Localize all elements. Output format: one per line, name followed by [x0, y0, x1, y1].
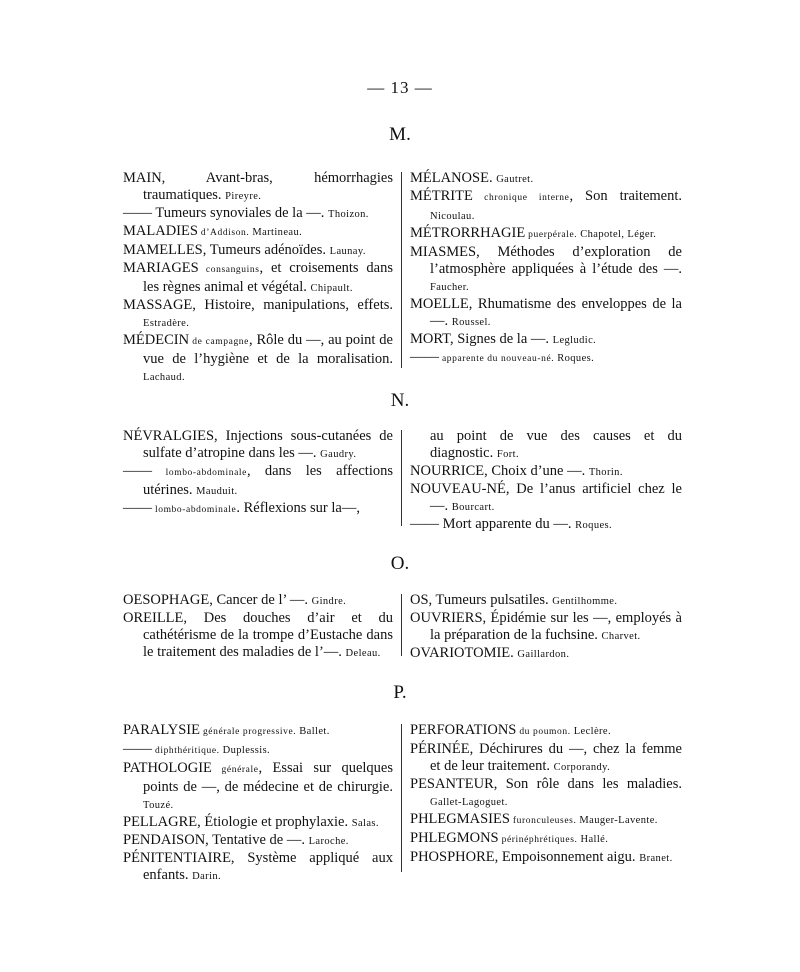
entry-qualifier: consanguins — [198, 265, 260, 275]
entry-author: Chapotel, Léger. — [580, 229, 657, 240]
entry-qualifier: puerpérale. — [525, 230, 581, 240]
entry-heading: MAIN — [123, 170, 162, 186]
index-entry — [123, 592, 393, 610]
entry-text: , dans les affections utérines. — [143, 463, 393, 498]
entry-author: Gallet-Lagoguet. — [430, 797, 508, 808]
index-entry — [410, 428, 682, 463]
column-divider — [401, 172, 402, 368]
index-entry — [410, 349, 682, 368]
entry-heading: —— — [410, 516, 439, 532]
entry-author: Launay. — [329, 246, 366, 257]
index-entry — [410, 225, 682, 244]
entry-text: , Rhumatisme des enveloppes de la —. — [430, 296, 682, 329]
entry-qualifier: lombo-abdominale — [152, 505, 237, 515]
entry-text: , Son rôle dans les maladies. — [493, 776, 682, 792]
entry-text: , Tentative de —. — [205, 832, 309, 848]
entry-text: , Déchirures du —, chez la femme et de leur traitement. — [430, 741, 682, 774]
entry-heading: PARALYSIE — [123, 722, 200, 738]
entry-text: , Système appliqué aux enfants. — [143, 850, 393, 883]
entry-author: Branet. — [639, 853, 673, 864]
entry-author: Legludic. — [552, 335, 597, 346]
entry-heading: NOURRICE — [410, 463, 485, 479]
entry-qualifier: périnéphrétiques. — [498, 835, 581, 845]
index-entry — [123, 463, 393, 500]
entry-text: , et croisements dans les règnes animal et végétal. — [143, 260, 393, 295]
entry-text: Tumeurs synoviales de la —. — [152, 205, 329, 221]
entry-heading: MOELLE — [410, 296, 469, 312]
entry-author: Nicoulau. — [430, 211, 475, 222]
entry-text: , Épidémie sur les —, employés à la préparation de la fuchsine. — [430, 610, 682, 643]
entry-author: Mauduit. — [196, 486, 238, 497]
entry-text: , Tumeurs pulsatiles. — [428, 592, 553, 608]
index-entry — [410, 722, 682, 741]
column-divider — [401, 430, 402, 526]
index-entry — [123, 332, 393, 386]
entry-qualifier: de campagne — [189, 337, 249, 347]
index-entry — [410, 592, 682, 610]
left-column — [123, 722, 393, 885]
index-entry — [410, 481, 682, 516]
index-entry — [410, 776, 682, 811]
entry-text: . Réflexions sur la—, — [236, 500, 360, 516]
left-column — [123, 428, 393, 519]
entry-author: Touzé. — [143, 800, 174, 811]
entry-author: Gaudry. — [320, 449, 357, 460]
entry-text: , Tumeurs adénoïdes. — [202, 242, 330, 258]
section-heading-p: P. — [393, 682, 407, 703]
entry-author: Gentilhomme. — [552, 596, 618, 607]
left-column — [123, 592, 393, 662]
entry-text: au point de vue des causes et du diagnostic. — [430, 428, 682, 461]
index-entry — [123, 741, 393, 760]
entry-heading: MÉTRORRHAGIE — [410, 225, 526, 241]
index-entry — [123, 850, 393, 885]
index-entry — [123, 205, 393, 223]
entry-text: , Son traitement. — [569, 188, 682, 204]
entry-text: , Avant-bras, hémorrhagies traumatiques. — [143, 170, 393, 203]
entry-heading: —— — [123, 205, 152, 221]
entry-author: Gaillardon. — [517, 649, 570, 660]
index-entry — [123, 814, 393, 832]
entry-author: Charvet. — [601, 631, 641, 642]
index-entry — [410, 170, 682, 188]
right-column — [410, 592, 682, 663]
index-entry — [123, 722, 393, 741]
entry-text: , Injections sous-cutanées de sulfate d’atropine dans les —. — [143, 428, 393, 461]
index-entry — [123, 610, 393, 662]
column-divider — [401, 724, 402, 872]
entry-heading: PÉNITENTIAIRE — [123, 850, 231, 866]
index-entry — [410, 741, 682, 776]
entry-text: , Des douches d’air et du cathétérisme de la trompe d’Eustache dans le traitement des maladies de l’—. — [143, 610, 393, 660]
index-entry — [123, 500, 393, 519]
entry-author: Chipault. — [310, 283, 353, 294]
section-heading-o: O. — [390, 553, 410, 574]
entry-qualifier: générale — [211, 765, 259, 775]
index-entry — [123, 832, 393, 850]
entry-heading: PHLEGMONS — [410, 830, 499, 846]
index-entry — [410, 610, 682, 645]
entry-author: Roques. — [557, 353, 595, 364]
entry-heading: PERFORATIONS — [410, 722, 517, 738]
section-n — [0, 428, 800, 532]
entry-qualifier: apparente du nouveau-né. — [439, 354, 558, 364]
entry-author: Fort. — [496, 449, 519, 460]
entry-qualifier: d’Addison. — [197, 228, 253, 238]
entry-text: , Cancer de l’ —. — [209, 592, 312, 608]
entry-text: , Méthodes d’exploration de l’atmosphère appliquées à l’étude des —. — [430, 244, 682, 277]
entry-author: Martineau. — [252, 227, 303, 238]
entry-heading: PHOSPHORE — [410, 849, 495, 865]
left-column — [123, 170, 393, 386]
entry-heading: MÉTRITE — [410, 188, 473, 204]
entry-qualifier: générale progressive. — [199, 727, 300, 737]
entry-author: Roussel. — [451, 317, 491, 328]
entry-text: , Étiologie et prophylaxie. — [197, 814, 352, 830]
entry-heading: —— — [123, 741, 152, 757]
entry-author: Leclère. — [573, 726, 611, 737]
entry-heading: MÉDECIN — [123, 332, 190, 348]
entry-heading: OESOPHAGE — [123, 592, 210, 608]
index-entry — [123, 428, 393, 463]
entry-heading: PELLAGRE — [123, 814, 198, 830]
entry-heading: PHLEGMASIES — [410, 811, 510, 827]
index-entry — [123, 760, 393, 814]
index-entry — [410, 830, 682, 849]
entry-text: , De l’anus artificiel chez le—. — [430, 481, 682, 514]
entry-heading: MARIAGES — [123, 260, 199, 276]
entry-author: Laroche. — [308, 836, 349, 847]
entry-heading: OVARIOTOMIE — [410, 645, 511, 661]
entry-author: Bourcart. — [451, 502, 495, 513]
entry-text: Mort apparente du —. — [439, 516, 576, 532]
index-entry — [410, 463, 682, 481]
entry-heading: OREILLE — [123, 610, 184, 626]
entry-text: , Histoire, manipulations, effets. — [192, 297, 393, 313]
entry-heading: MAMELLES — [123, 242, 203, 258]
index-entry — [410, 296, 682, 331]
index-entry — [410, 849, 682, 867]
entry-text: , Rôle du —, au point de vue de l’hygiène et de la moralisation. — [143, 332, 393, 367]
entry-author: Ballet. — [299, 726, 330, 737]
index-entry — [410, 188, 682, 225]
index-entry — [123, 297, 393, 332]
entry-text: . — [488, 170, 497, 186]
entry-text: , Empoisonnement aigu. — [494, 849, 640, 865]
entry-qualifier: diphthéritique. — [152, 746, 223, 756]
entry-heading: NOUVEAU-NÉ — [410, 481, 506, 497]
entry-heading: OUVRIERS — [410, 610, 483, 626]
index-entry — [410, 331, 682, 349]
entry-heading: MORT — [410, 331, 450, 347]
index-entry — [410, 244, 682, 296]
index-entry — [123, 242, 393, 260]
entry-author: Faucher. — [430, 282, 470, 293]
entry-heading: PENDAISON — [123, 832, 206, 848]
entry-heading: MALADIES — [123, 223, 198, 239]
entry-text: , Essai sur quelques points de —, de médecine et de chirurgie. — [143, 760, 393, 795]
page-number: — 13 — — [367, 78, 433, 97]
entry-author: Salas. — [351, 818, 379, 829]
entry-author: Estradère. — [143, 318, 190, 329]
entry-heading: —— — [123, 463, 152, 479]
entry-heading: —— — [123, 500, 152, 516]
right-column — [410, 428, 682, 534]
entry-heading: PÉRINÉE — [410, 741, 470, 757]
entry-heading: —— — [410, 349, 439, 365]
entry-heading: PATHOLOGIE — [123, 760, 212, 776]
entry-author: Lachaud. — [143, 372, 185, 383]
entry-author: Duplessis. — [222, 745, 271, 756]
entry-author: Gautret. — [496, 174, 534, 185]
index-entry — [410, 811, 682, 830]
index-entry — [410, 516, 682, 534]
entry-heading: MIASMES — [410, 244, 477, 260]
column-divider — [401, 594, 402, 656]
entry-qualifier: chronique interne — [472, 193, 570, 203]
entry-qualifier: du poumon. — [516, 727, 574, 737]
entry-qualifier: furonculeuses. — [509, 816, 580, 826]
index-entry — [123, 223, 393, 242]
entry-author: Deleau. — [345, 648, 381, 659]
entry-text: , Choix d’une —. — [484, 463, 589, 479]
entry-author: Mauger-Lavente. — [579, 815, 658, 826]
entry-heading: MASSAGE — [123, 297, 193, 313]
entry-author: Pireyre. — [225, 191, 262, 202]
index-entry — [123, 260, 393, 297]
entry-author: Darin. — [192, 871, 222, 882]
index-entry — [410, 645, 682, 663]
entry-heading: MÉLANOSE — [410, 170, 489, 186]
entry-author: Roques. — [575, 520, 613, 531]
entry-author: Thorin. — [588, 467, 623, 478]
entry-heading: NÉVRALGIES — [123, 428, 215, 444]
entry-heading: PESANTEUR — [410, 776, 494, 792]
section-p — [0, 722, 800, 883]
entry-author: Gindre. — [311, 596, 347, 607]
section-o — [0, 592, 800, 661]
entry-author: Hallé. — [580, 834, 609, 845]
section-m — [0, 170, 800, 383]
entry-author: Thoizon. — [328, 209, 369, 220]
index-entry — [123, 170, 393, 205]
entry-heading: OS — [410, 592, 429, 608]
section-heading-m: M. — [389, 124, 411, 145]
section-heading-n: N. — [390, 390, 410, 411]
entry-author: Corporandy. — [553, 762, 611, 773]
entry-text: , Signes de la —. — [449, 331, 553, 347]
right-column — [410, 722, 682, 867]
entry-qualifier: lombo-abdominale — [152, 468, 247, 478]
entry-text: . — [510, 645, 518, 661]
right-column — [410, 170, 682, 368]
